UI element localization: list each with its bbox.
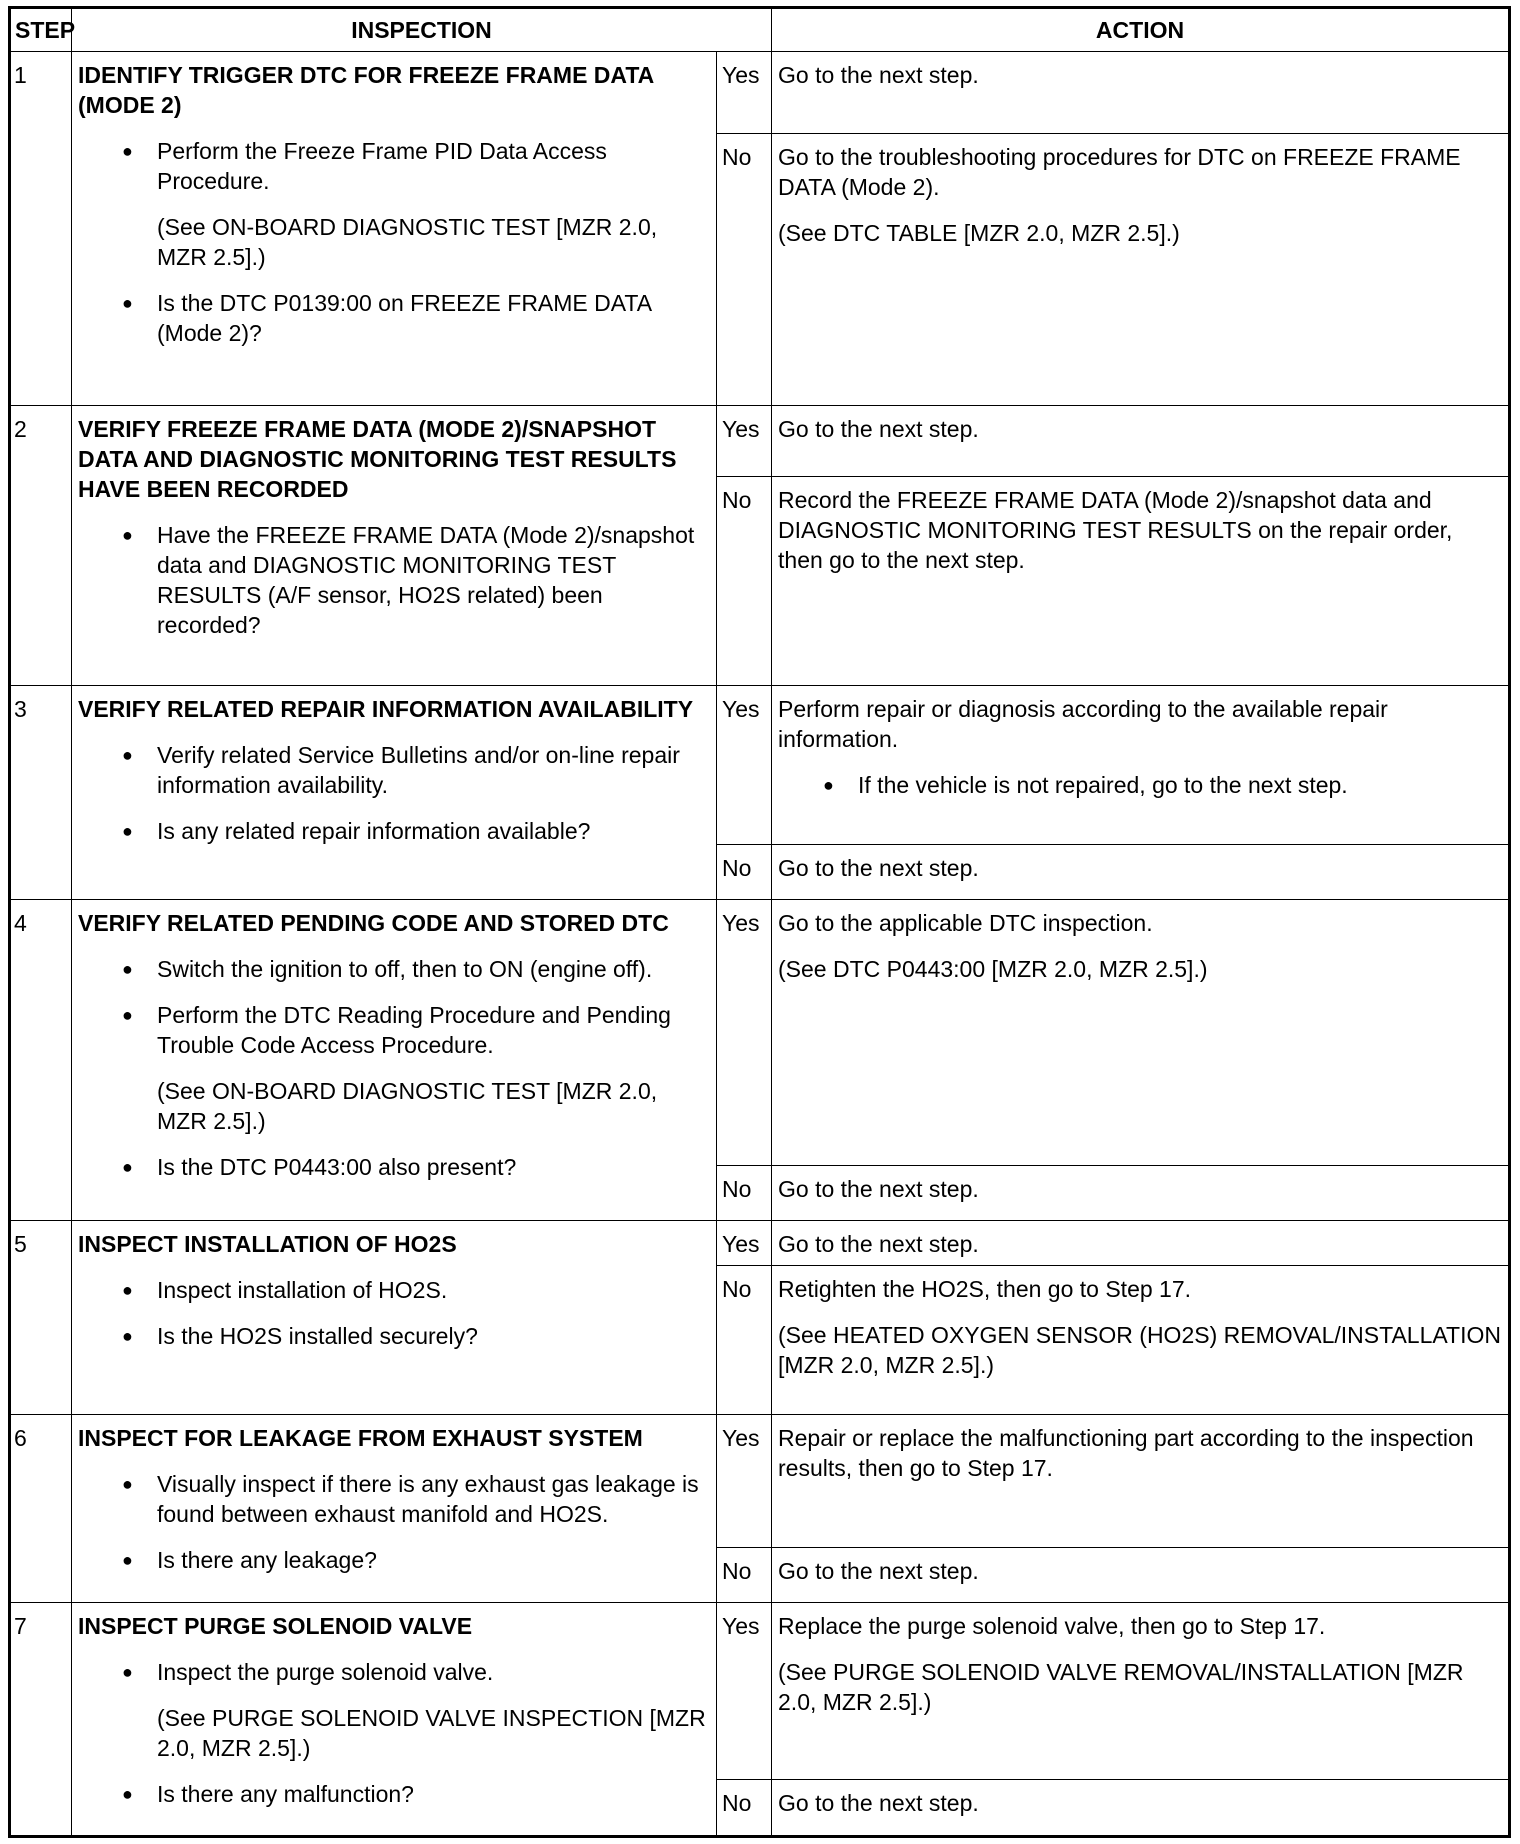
no-action [772, 1548, 1510, 1603]
yes-action [772, 405, 1510, 476]
inspection-cell [72, 405, 717, 685]
no-label: No [717, 134, 772, 406]
no-label: No [717, 844, 772, 899]
inspection-cell [72, 1603, 717, 1837]
inspection-column-header: INSPECTION [72, 8, 772, 52]
step-number: 3 [10, 685, 72, 899]
inspection-bullet: ● Is the HO2S installed securely? [157, 1321, 710, 1351]
yes-action [772, 685, 1510, 844]
yes-label: Yes [717, 1415, 772, 1548]
step-number: 4 [10, 900, 72, 1221]
inspection-cell [72, 685, 717, 899]
no-label: No [717, 1780, 772, 1837]
inspection-bullet: ● Verify related Service Bulletins and/or on-line repair information availability. [157, 740, 710, 800]
inspection-title: INSPECT FOR LEAKAGE FROM EXHAUST SYSTEM [78, 1425, 643, 1452]
step-number: 6 [10, 1415, 72, 1603]
yes-label: Yes [717, 1603, 772, 1780]
action-text: Go to the next step. [778, 1790, 979, 1817]
no-action [772, 476, 1510, 685]
step-row [10, 405, 1510, 476]
step-row [10, 900, 1510, 1166]
action-text: Go to the next step. [778, 1558, 979, 1585]
no-action [772, 1166, 1510, 1221]
action-text: Replace the purge solenoid valve, then go to Step 17. [778, 1613, 1326, 1640]
no-label: No [717, 1166, 772, 1221]
no-label: No [717, 1548, 772, 1603]
action-text: Retighten the HO2S, then go to Step 17. [778, 1276, 1192, 1303]
inspection-bullet: ● Switch the ignition to off, then to ON (engine off). [157, 954, 710, 984]
no-action [772, 134, 1510, 406]
no-action [772, 1266, 1510, 1415]
step-row [10, 685, 1510, 844]
no-action [772, 1780, 1510, 1837]
action-reference: (See PURGE SOLENOID VALVE REMOVAL/INSTALLATION [MZR 2.0, MZR 2.5].) [778, 1659, 1464, 1716]
inspection-reference: (See PURGE SOLENOID VALVE INSPECTION [MZR 2.0, MZR 2.5].) [157, 1705, 706, 1762]
inspection-reference: (See ON-BOARD DIAGNOSTIC TEST [MZR 2.0, MZR 2.5].) [157, 214, 658, 270]
inspection-bullet: ● Is there any malfunction? [157, 1779, 710, 1809]
inspection-bullet: ● Is there any leakage? [157, 1545, 710, 1575]
step-row [10, 1603, 1510, 1780]
action-reference: (See DTC P0443:00 [MZR 2.0, MZR 2.5].) [778, 956, 1208, 983]
inspection-title: VERIFY RELATED REPAIR INFORMATION AVAILABILITY [78, 695, 694, 722]
action-text: Go to the next step. [778, 62, 979, 88]
inspection-bullet: ● Is the DTC P0139:00 on FREEZE FRAME DATA (Mode 2)? [157, 288, 710, 348]
inspection-cell [72, 1221, 717, 1415]
no-label: No [717, 476, 772, 685]
yes-label: Yes [717, 405, 772, 476]
inspection-bullet: ● Inspect the purge solenoid valve. [157, 1657, 710, 1687]
inspection-title: INSPECT PURGE SOLENOID VALVE [78, 1613, 473, 1640]
yes-action [772, 52, 1510, 134]
inspection-cell [72, 900, 717, 1221]
step-row [10, 52, 1510, 134]
inspection-title: VERIFY FREEZE FRAME DATA (MODE 2)/SNAPSHOT DATA AND DIAGNOSTIC MONITORING TEST RESULTS HAVE BEEN RECORDED [78, 415, 677, 502]
step-column-header: STEP [10, 8, 72, 52]
action-text: Perform repair or diagnosis according to the available repair information. [778, 695, 1388, 752]
action-text: Record the FREEZE FRAME DATA (Mode 2)/snapshot data and DIAGNOSTIC MONITORING TEST RESULTS on the repair order, then go to the next step. [778, 486, 1453, 573]
step-row [10, 1415, 1510, 1548]
inspection-bullet: ● Inspect installation of HO2S. [157, 1275, 710, 1305]
yes-label: Yes [717, 685, 772, 844]
table-header-row [10, 8, 1510, 52]
inspection-bullet: ● Visually inspect if there is any exhaust gas leakage is found between exhaust manifold and HO2S. [157, 1469, 710, 1529]
inspection-cell [72, 52, 717, 406]
step-row [10, 1221, 1510, 1266]
inspection-title: VERIFY RELATED PENDING CODE AND STORED DTC [78, 910, 669, 937]
inspection-title: IDENTIFY TRIGGER DTC FOR FREEZE FRAME DATA (MODE 2) [78, 62, 654, 118]
action-text: Repair or replace the malfunctioning part according to the inspection results, then go to Step 17. [778, 1425, 1474, 1482]
inspection-bullet: ● Perform the Freeze Frame PID Data Access Procedure. [157, 136, 710, 196]
no-action [772, 844, 1510, 899]
yes-action [772, 1603, 1510, 1780]
inspection-bullet: ● Perform the DTC Reading Procedure and Pending Trouble Code Access Procedure. [157, 1000, 710, 1060]
action-bullet: ● If the vehicle is not repaired, go to the next step. [858, 770, 1502, 800]
inspection-title: INSPECT INSTALLATION OF HO2S [78, 1231, 457, 1258]
step-number: 2 [10, 405, 72, 685]
step-number: 7 [10, 1603, 72, 1837]
yes-label: Yes [717, 900, 772, 1166]
no-label: No [717, 1266, 772, 1415]
step-number: 5 [10, 1221, 72, 1415]
yes-action [772, 900, 1510, 1166]
action-text: Go to the troubleshooting procedures for DTC on FREEZE FRAME DATA (Mode 2). [778, 144, 1461, 200]
step-number: 1 [10, 52, 72, 406]
inspection-reference: (See ON-BOARD DIAGNOSTIC TEST [MZR 2.0, MZR 2.5].) [157, 1078, 658, 1135]
yes-action [772, 1415, 1510, 1548]
action-column-header: ACTION [772, 8, 1510, 52]
action-text: Go to the next step. [778, 1231, 979, 1258]
action-reference: (See HEATED OXYGEN SENSOR (HO2S) REMOVAL/INSTALLATION [MZR 2.0, MZR 2.5].) [778, 1322, 1501, 1379]
yes-label: Yes [717, 1221, 772, 1266]
action-text: Go to the applicable DTC inspection. [778, 910, 1153, 937]
diagnostic-table [8, 6, 1511, 1838]
inspection-bullet: ● Is the DTC P0443:00 also present? [157, 1152, 710, 1182]
inspection-bullet: ● Have the FREEZE FRAME DATA (Mode 2)/snapshot data and DIAGNOSTIC MONITORING TEST RESULTS (A/F sensor, HO2S related) been recorded? [157, 520, 710, 640]
yes-label: Yes [717, 52, 772, 134]
action-text: Go to the next step. [778, 1176, 979, 1203]
inspection-cell [72, 1415, 717, 1603]
inspection-bullet: ● Is any related repair information available? [157, 816, 710, 846]
action-text: Go to the next step. [778, 415, 979, 442]
action-reference: (See DTC TABLE [MZR 2.0, MZR 2.5].) [778, 220, 1180, 246]
action-text: Go to the next step. [778, 854, 979, 881]
yes-action [772, 1221, 1510, 1266]
